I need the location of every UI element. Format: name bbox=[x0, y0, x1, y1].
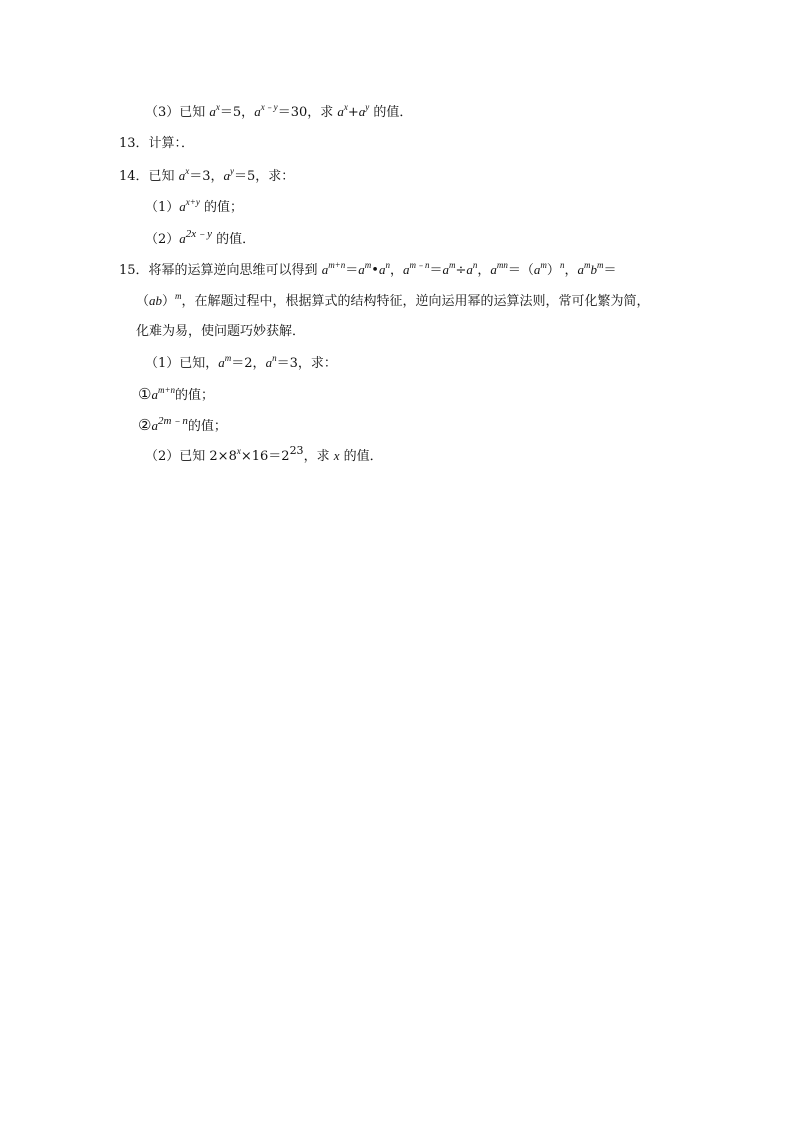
operator: ＝（ bbox=[507, 263, 534, 278]
problem-14-part-2 bbox=[145, 228, 256, 248]
question-tail: 的值； bbox=[187, 419, 227, 434]
equation-text: ＝5，求： bbox=[233, 169, 295, 184]
variable-a: a bbox=[533, 262, 541, 277]
variable-a: a bbox=[254, 104, 261, 119]
variable-a: a bbox=[337, 104, 344, 119]
operator: ÷ bbox=[455, 263, 467, 278]
equation-text: ＝5， bbox=[219, 105, 255, 120]
operator: ＝ bbox=[603, 263, 617, 278]
exponent: 23 bbox=[289, 444, 304, 457]
equation-text: ＝3，求： bbox=[276, 356, 337, 371]
equation-text: ×16＝2 bbox=[240, 449, 290, 464]
problem-12-part-3 bbox=[145, 104, 412, 121]
part-label: （1）已知， bbox=[145, 356, 219, 371]
exponent: mn bbox=[496, 260, 508, 270]
variable-a: a bbox=[577, 262, 584, 277]
question-tail: 的值． bbox=[212, 232, 256, 247]
problem-15-line-1 bbox=[119, 262, 616, 279]
variable-a: a bbox=[321, 262, 329, 277]
variable-a: a bbox=[402, 262, 410, 277]
question-tail: 的值． bbox=[339, 449, 383, 464]
exponent: y bbox=[365, 102, 370, 112]
variable-a: a bbox=[223, 168, 230, 183]
separator: ， bbox=[564, 263, 578, 278]
variable-a: a bbox=[178, 168, 186, 183]
problem-15-part-2 bbox=[145, 444, 383, 465]
equation-text: ＝2， bbox=[231, 356, 266, 371]
problem-text: 13．计算：． bbox=[119, 136, 195, 151]
exponent: n bbox=[272, 353, 277, 363]
exponent: m bbox=[596, 260, 604, 270]
circled-number-1: ① bbox=[138, 385, 152, 403]
question-tail: 的值； bbox=[199, 200, 243, 215]
variable-a: a bbox=[209, 104, 216, 119]
operator: ＝ bbox=[345, 263, 359, 278]
variable-a: a bbox=[378, 262, 386, 277]
problem-14-part-1 bbox=[145, 199, 243, 216]
variable-a: a bbox=[466, 262, 473, 277]
problem-14-stem bbox=[119, 168, 294, 185]
operator: + bbox=[347, 105, 359, 120]
exponent: x bbox=[236, 446, 241, 456]
problem-15-question-2 bbox=[138, 417, 227, 435]
part-label: （1） bbox=[145, 200, 180, 215]
exponent: n bbox=[559, 260, 565, 270]
exponent: 2m﹣n bbox=[157, 415, 188, 427]
paren: ） bbox=[546, 263, 560, 278]
variable-a: a bbox=[151, 387, 158, 402]
variable-a: a bbox=[218, 355, 225, 370]
variable-a: a bbox=[151, 418, 158, 433]
exponent: m bbox=[540, 260, 547, 270]
exponent: x bbox=[215, 102, 220, 112]
variable-a: a bbox=[358, 262, 365, 277]
variable-ab: ab bbox=[149, 293, 163, 308]
exponent: m bbox=[175, 291, 182, 301]
paren: ） bbox=[162, 294, 176, 309]
paren: （ bbox=[136, 294, 150, 309]
problem-15-line-3 bbox=[136, 324, 305, 340]
problem-15-part-1 bbox=[145, 355, 337, 372]
separator: ， bbox=[477, 263, 491, 278]
exponent: x bbox=[185, 166, 190, 176]
exponent: m+n bbox=[328, 260, 346, 270]
variable-a: a bbox=[358, 104, 366, 119]
separator: ， bbox=[389, 263, 403, 278]
exponent: n bbox=[385, 260, 390, 270]
operator: • bbox=[371, 263, 379, 278]
circled-number-2: ② bbox=[138, 416, 152, 434]
body-text: 化难为易，使问题巧妙获解． bbox=[136, 324, 306, 339]
exponent: x bbox=[343, 102, 348, 112]
problem-number-text: 14．已知 bbox=[119, 169, 179, 184]
problem-15-question-1 bbox=[138, 386, 214, 404]
equation-text: （2）已知 2×8 bbox=[145, 449, 237, 464]
equation-text: ＝30，求 bbox=[277, 105, 338, 120]
variable-a: a bbox=[179, 199, 186, 214]
exponent: m bbox=[583, 260, 591, 270]
problem-number-text: 15．将幂的运算逆向思维可以得到 bbox=[119, 263, 322, 278]
part-label: （2） bbox=[145, 232, 180, 247]
equation-text: ＝3， bbox=[189, 169, 224, 184]
variable-a: a bbox=[265, 355, 273, 370]
question-tail: 的值． bbox=[369, 105, 413, 120]
exponent: 2x﹣y bbox=[185, 228, 213, 240]
variable-a: a bbox=[179, 231, 186, 246]
variable-a: a bbox=[490, 262, 497, 277]
part-label: （3）已知 bbox=[145, 105, 210, 120]
problem-13 bbox=[119, 136, 194, 152]
exponent: m bbox=[224, 353, 232, 363]
question-tail: 的值； bbox=[175, 388, 215, 403]
exponent: m﹣n bbox=[409, 260, 430, 270]
body-text: ，在解题过程中，根据算式的结构特征，逆向运用幂的运算法则，常可化繁为简， bbox=[181, 294, 650, 309]
variable-b: b bbox=[590, 262, 597, 277]
exponent: y bbox=[229, 166, 234, 176]
exponent: x+y bbox=[185, 197, 200, 207]
exponent: m+n bbox=[157, 385, 176, 395]
exponent: n bbox=[472, 260, 478, 270]
exponent: m bbox=[364, 260, 372, 270]
exponent: x﹣y bbox=[260, 102, 278, 112]
operator: ＝ bbox=[429, 263, 443, 278]
equation-text: ，求 bbox=[303, 449, 334, 464]
exponent: m bbox=[448, 260, 456, 270]
variable-a: a bbox=[442, 262, 449, 277]
variable-x: x bbox=[333, 448, 340, 463]
problem-15-line-2 bbox=[136, 293, 650, 310]
